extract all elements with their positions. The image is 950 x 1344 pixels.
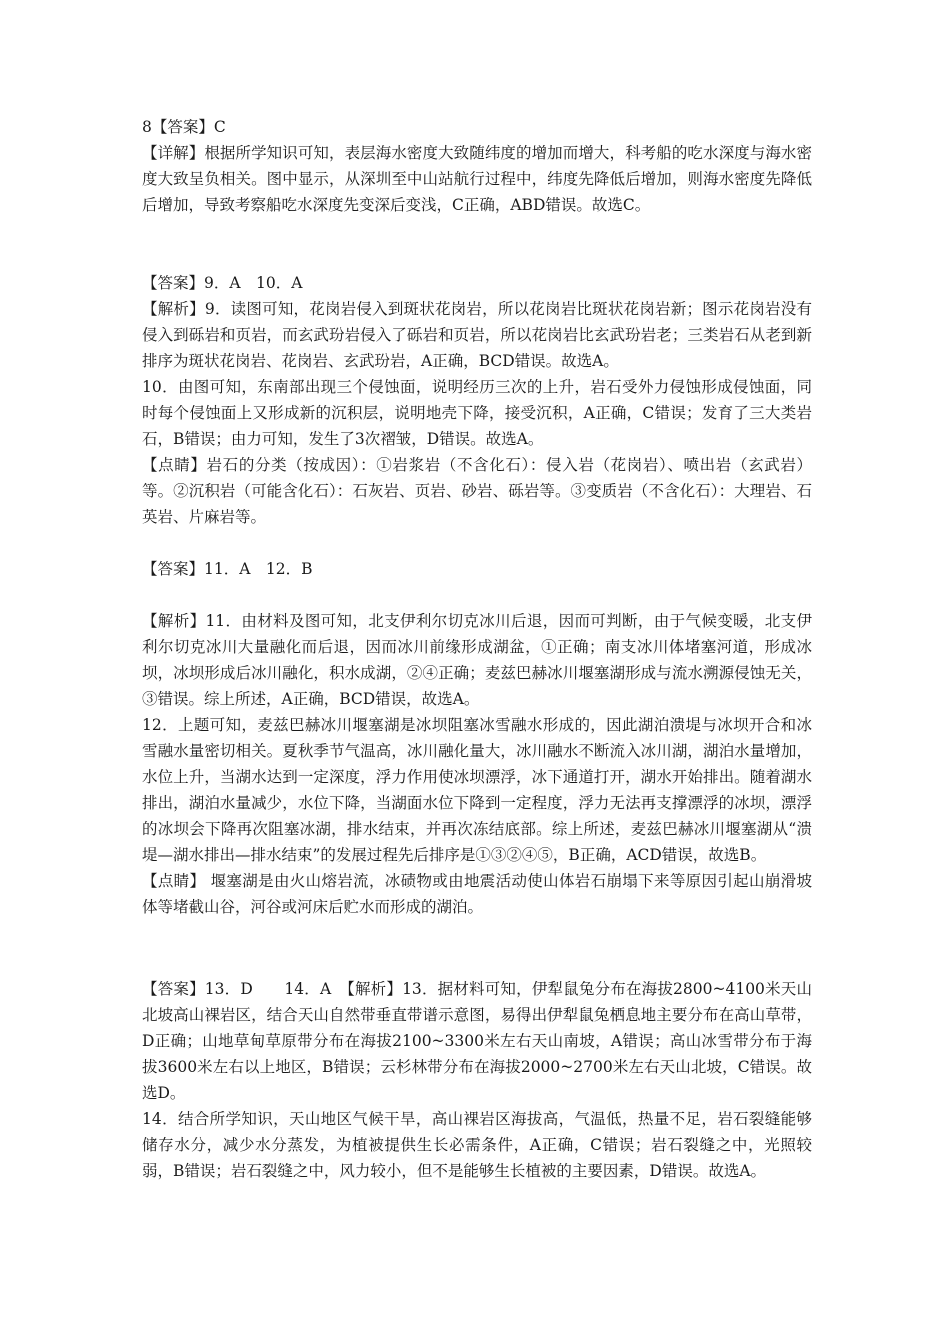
explanation-paragraph: 【详解】根据所学知识可知，表层海水密度大致随纬度的增加而增大，科考船的吃水深度与海水密度大致呈负相关。图中显示，从深圳至中山站航行过程中，纬度先降低后增加，则海水密度先降低后增加，导致考察船吃水深度先变深后变浅，C正确，ABD错误。故选C。 bbox=[142, 144, 812, 214]
answer-block-11-12 bbox=[142, 556, 812, 582]
explanation-paragraph: 【解析】11．由材料及图可知，北支伊利尔切克冰川后退，因而可判断，由于气候变暖，北支伊利尔切克冰川大量融化而后退，因而冰川前缘形成湖盆，①正确；南支冰川体堵塞河道，形成冰坝，冰坝形成后冰川融化，积水成湖，②④正确；麦兹巴赫冰川堰塞湖形成与流水溯源侵蚀无关，③错误。综上所述，A正确，BCD错误，故选A。 bbox=[142, 612, 812, 708]
answer-line: 【答案】11．A 12．B bbox=[142, 560, 313, 578]
spacer bbox=[142, 582, 812, 608]
tip-paragraph: 【点睛】 堰塞湖是由火山熔岩流，冰碛物或由地震活动使山体岩石崩塌下来等原因引起山崩滑坡体等堵截山谷，河谷或河床后贮水而形成的湖泊。 bbox=[142, 872, 812, 916]
analysis-block-11-12 bbox=[142, 608, 812, 920]
explanation-paragraph: 【解析】9．读图可知，花岗岩侵入到斑状花岗岩，所以花岗岩比斑状花岗岩新；图示花岗岩没有侵入到砾岩和页岩，而玄武玢岩侵入了砾岩和页岩，所以花岗岩比玄武玢岩老；三类岩石从老到新排序为斑状花岗岩、花岗岩、玄武玢岩，A正确，BCD错误。故选A。 bbox=[142, 300, 812, 370]
explanation-paragraph: 【答案】13．D 14．A 【解析】13．据材料可知，伊犁鼠兔分布在海拔2800~4100米天山北坡高山裸岩区，结合天山自然带垂直带谱示意图，易得出伊犁鼠兔栖息地主要分布在高山草带，D正确；山地草甸草原带分布在海拔2100~3300米左右天山南坡，A错误；高山冰雪带分布于海拔3600米左右以上地区，B错误；云杉林带分布在海拔2000~2700米左右天山北坡，C错误。故选D。 bbox=[142, 980, 812, 1102]
document-body bbox=[142, 114, 812, 1184]
spacer bbox=[142, 920, 812, 976]
spacer bbox=[142, 218, 812, 270]
answer-line: 【答案】9．A 10．A bbox=[142, 274, 303, 292]
tip-paragraph: 【点睛】岩石的分类（按成因）：①岩浆岩（不含化石）：侵入岩（花岗岩）、喷出岩（玄武岩）等。②沉积岩（可能含化石）：石灰岩、页岩、砂岩、砾岩等。③变质岩（不含化石）：大理岩、石英岩、片麻岩等。 bbox=[142, 456, 812, 526]
explanation-paragraph: 14．结合所学知识，天山地区气候干旱，高山裸岩区海拔高，气温低，热量不足，岩石裂缝能够储存水分，减少水分蒸发，为植被提供生长必需条件，A正确，C错误；岩石裂缝之中，光照较弱，B错误；岩石裂缝之中，风力较小，但不是能够生长植被的主要因素，D错误。故选A。 bbox=[142, 1110, 812, 1180]
explanation-paragraph: 12．上题可知，麦兹巴赫冰川堰塞湖是冰坝阻塞冰雪融水形成的，因此湖泊溃堤与冰坝开合和冰雪融水量密切相关。夏秋季节气温高，冰川融化量大，冰川融水不断流入冰川湖，湖泊水量增加，水位上升，当湖水达到一定深度，浮力作用使冰坝漂浮，冰下通道打开，湖水开始排出。随着湖水排出，湖泊水量减少，水位下降，当湖面水位下降到一定程度，浮力无法再支撑漂浮的冰坝，漂浮的冰坝会下降再次阻塞冰湖，排水结束，并再次冻结底部。综上所述，麦兹巴赫冰川堰塞湖从“溃堤—湖水排出—排水结束”的发展过程先后排序是①③②④⑤，B正确，ACD错误，故选B。 bbox=[142, 716, 812, 864]
answer-block-13-14 bbox=[142, 976, 812, 1184]
answer-line: 8【答案】C bbox=[142, 118, 226, 136]
answer-block-9-10 bbox=[142, 270, 812, 530]
spacer bbox=[142, 530, 812, 556]
answer-block-8 bbox=[142, 114, 812, 218]
explanation-paragraph: 10．由图可知，东南部出现三个侵蚀面，说明经历三次的上升，岩石受外力侵蚀形成侵蚀面，同时每个侵蚀面上又形成新的沉积层，说明地壳下降，接受沉积，A正确，C错误；发育了三大类岩石，B错误；由力可知，发生了3次褶皱，D错误。故选A。 bbox=[142, 378, 812, 448]
